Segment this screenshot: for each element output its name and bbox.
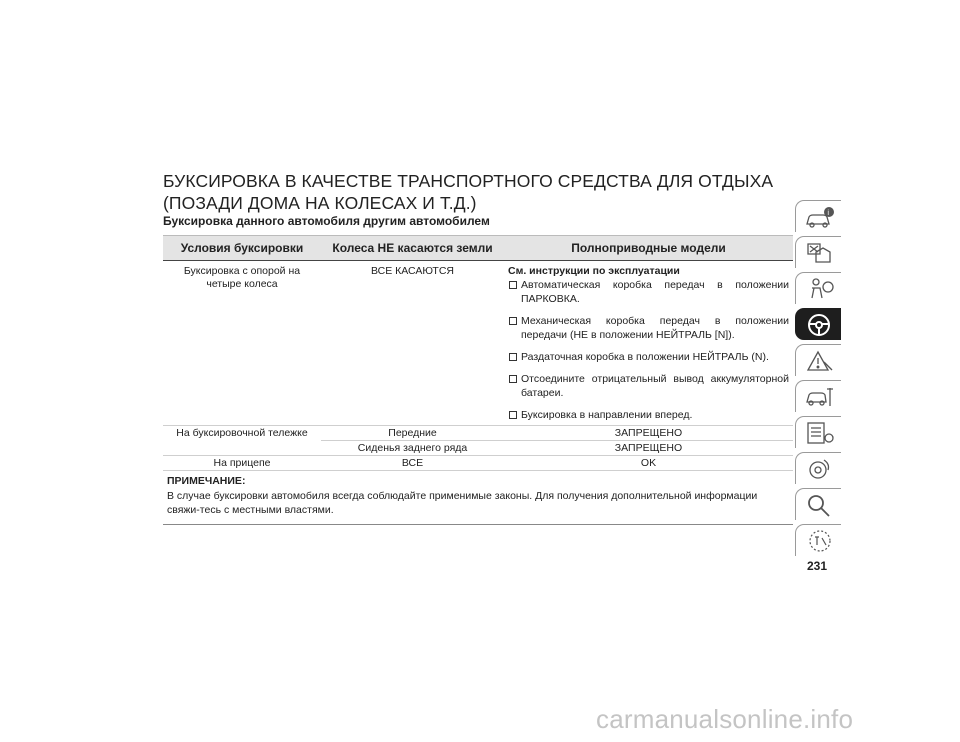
cell-awd: ЗАПРЕЩЕНО [504,426,793,441]
tab-specifications[interactable] [795,416,841,448]
header-awd-models: Полноприводные модели [504,236,793,261]
tab-multimedia[interactable] [795,452,841,484]
specifications-list-icon [804,420,836,446]
page-number: 231 [806,559,827,573]
car-service-tools-icon [804,384,836,410]
header-towing-conditions: Условия буксировки [163,236,321,261]
table-row [163,426,793,441]
tab-warning-lights[interactable] [795,236,841,268]
list-item: Раздаточная коробка в положении НЕЙТРАЛЬ (N). [508,350,789,364]
table-row [163,441,793,456]
tab-index[interactable] [795,488,841,520]
towing-table [163,235,793,525]
tab-emergency[interactable] [795,344,841,376]
instruction-list [508,278,789,422]
cell-condition: На прицепе [163,456,321,471]
cell-condition [163,441,321,456]
car-info-icon [804,204,836,230]
tab-car-info[interactable] [795,200,841,232]
tab-starting-operating[interactable] [795,308,841,340]
cell-awd-instructions [504,261,793,426]
languages-icon [804,528,836,554]
roadside-emergency-icon [804,348,836,374]
list-item: Отсоедините отрицательный вывод аккумуляторной батареи. [508,372,789,400]
table-row [163,261,793,426]
list-item: Буксировка в направлении вперед. [508,408,789,422]
cell-wheels: Сиденья заднего ряда [321,441,504,456]
multimedia-icon [804,456,836,482]
list-item: Автоматическая коробка передач в положении ПАРКОВКА. [508,278,789,306]
note-row [163,471,793,525]
cell-wheels: Передние [321,426,504,441]
table-header-row [163,236,793,261]
cell-awd: OK [504,456,793,471]
tab-languages[interactable] [795,524,841,556]
page-title: БУКСИРОВКА В КАЧЕСТВЕ ТРАНСПОРТНОГО СРЕДСТВА ДЛЯ ОТДЫХА (ПОЗАДИ ДОМА НА КОЛЕСАХ И Т.Д.) [163,171,774,213]
safety-airbag-icon [804,276,836,302]
tab-safety[interactable] [795,272,841,304]
steering-wheel-icon [804,312,836,338]
cell-wheels: ВСЕ КАСАЮТСЯ [321,261,504,426]
note-title: ПРИМЕЧАНИЕ: [167,475,246,487]
cell-awd: ЗАПРЕЩЕНО [504,441,793,456]
cell-condition: Буксировка с опорой на четыре колеса [163,261,321,426]
note-cell [163,471,793,525]
manual-reference: См. инструкции по эксплуатации [508,265,680,277]
section-subtitle: Буксировка данного автомобиля другим автомобилем [163,214,490,228]
tab-service[interactable] [795,380,841,412]
search-index-icon [804,492,836,518]
svg-text:i: i [827,209,830,217]
cell-wheels: ВСЕ [321,456,504,471]
table-row [163,456,793,471]
header-wheels-off-ground: Колеса НЕ касаются земли [321,236,504,261]
list-item: Механическая коробка передач в положении передачи (НЕ в положении НЕЙТРАЛЬ [N]). [508,314,789,342]
watermark: carmanualsonline.info [596,704,854,734]
warning-lights-icon [804,240,836,266]
note-text: В случае буксировки автомобиля всегда соблюдайте применимые законы. Для получения дополнительной информации свяжи-тесь с местными властями. [167,489,758,516]
cell-condition: На буксировочной тележке [176,427,308,439]
